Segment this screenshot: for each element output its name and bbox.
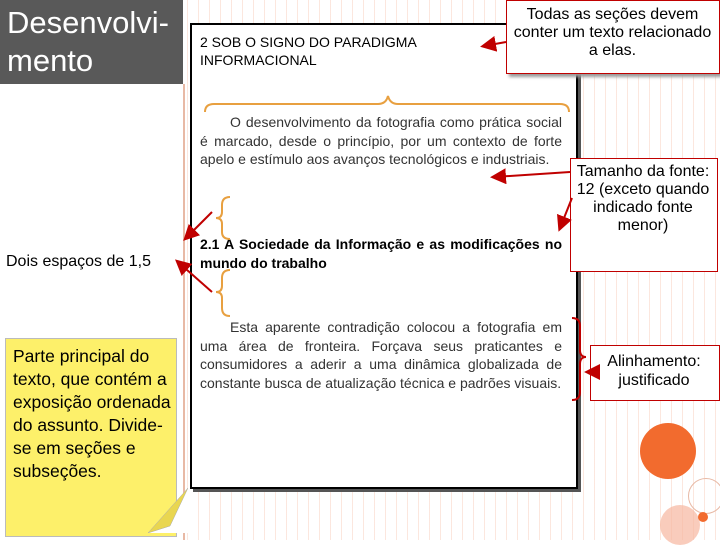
arrow-dois-1 bbox=[186, 212, 212, 238]
document-subheading: 2.1 A Sociedade da Informação e as modificações no mundo do trabalho bbox=[200, 236, 562, 271]
arrow-to-subheading bbox=[560, 198, 572, 228]
document-heading: 2 SOB O SIGNO DO PARADIGMA INFORMACIONAL bbox=[200, 34, 417, 68]
arrow-to-heading bbox=[484, 42, 506, 46]
callout-alinhamento: Alinhamento: justificado bbox=[607, 353, 701, 389]
bracket-left-2 bbox=[216, 270, 230, 316]
callout-secoes: Todas as seções devem conter um texto relacionado a elas. bbox=[513, 6, 712, 59]
arrow-dois-2 bbox=[178, 262, 212, 292]
document-paragraph-2: Esta aparente contradição colocou a fotografia em uma área de fronteira. Forçava seus praticantes e consumidores a aderir a uma dinâmica globalizada de constante busca de atualização técnica e padrões visuais. bbox=[200, 319, 562, 391]
label-parte-principal: Parte principal do texto, que contém a exposição ordenada do assunto. Divide-se em seções e subseções. bbox=[13, 346, 171, 481]
label-dois-espacos: Dois espaços de 1,5 bbox=[6, 253, 151, 270]
bracket-left-1 bbox=[216, 197, 230, 239]
slide-title: Desenvolvi- mento bbox=[7, 5, 169, 78]
callout-tamanho: Tamanho da fonte: 12 (exceto quando indicado fonte menor) bbox=[576, 163, 710, 234]
bracket-right bbox=[572, 318, 586, 400]
document-paragraph-1: O desenvolvimento da fotografia como prática social é marcado, desde o princípio, por um contexto de forte apelo e estímulo aos avanços tecnológicos e industriais. bbox=[200, 114, 562, 167]
arrow-to-paragraph bbox=[494, 172, 570, 177]
bracket-top bbox=[205, 96, 569, 112]
